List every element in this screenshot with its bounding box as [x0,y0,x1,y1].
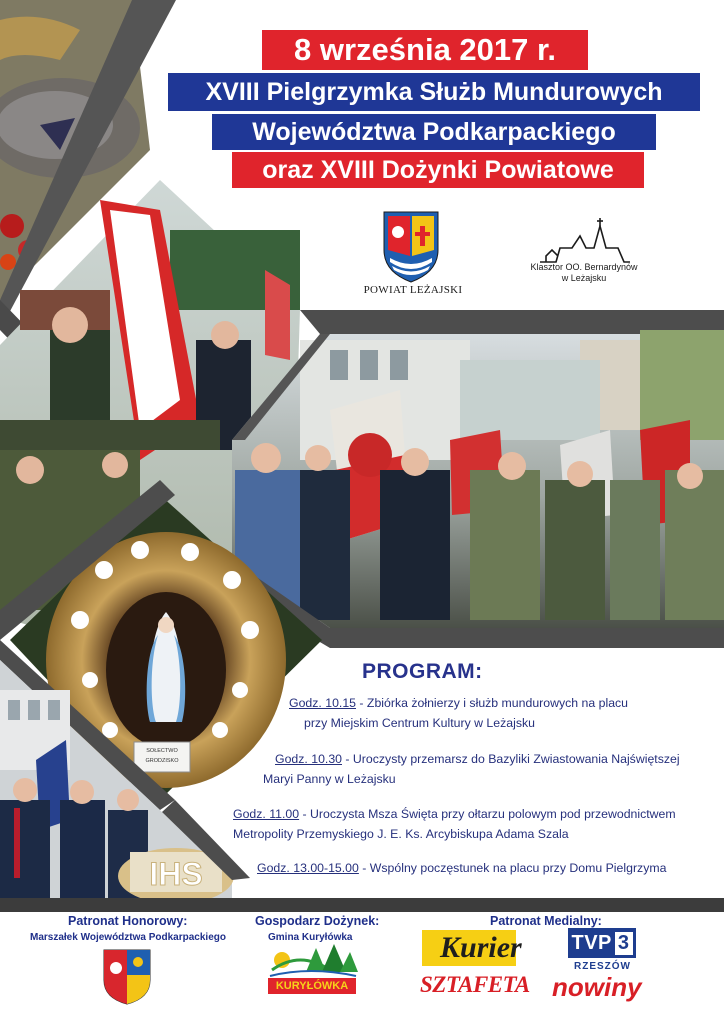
wojewodztwo-coat-of-arms [104,950,150,1004]
event-date: 8 września 2017 r. [294,32,556,67]
parade-photo [232,330,724,628]
title-banner-line-1 [168,73,700,111]
tvp3-logo [568,928,636,958]
kurylowka-logo-text: KURYŁÓWKA [268,978,356,994]
program-item-3 [233,804,676,824]
program-item-2-time: Godz. 10.30 [275,752,342,766]
title-line-2: Województwa Podkarpackiego [252,117,616,146]
program-item-3-cont: Metropolity Przemyskiego J. E. Ks. Arcybiskupa Adama Szala [233,827,569,841]
program-item-1 [289,693,628,713]
powiat-caption: POWIAT LEŻAJSKI [363,284,463,296]
wreath-sign-text: SOŁECTWO [146,748,178,754]
title-banner-line-2 [212,114,656,150]
klasztor-caption-line-1: Klasztor OO. Bernardynów [530,262,638,272]
powiat-logo [352,208,474,300]
harvest-host-label: Gospodarz Dożynek: [255,914,380,928]
title-line-3: oraz XVIII Dożynki Powiatowe [262,155,614,184]
program-item-2 [275,749,680,769]
program-title: PROGRAM: [362,660,483,683]
program-item-3-time: Godz. 11.00 [233,807,300,821]
media-patron-label: Patronat Medialny: [490,914,602,928]
tvp3-rzeszow-text: RZESZÓW [574,961,631,972]
program-item-4-text: - Wspólny poczęstunek na placu przy Domu Pielgrzyma [358,861,667,875]
program-item-3-text: - Uroczysta Msza Święta przy ołtarzu polowym pod przewodnictwem [299,807,676,821]
program-item-4-time: Godz. 13.00-15.00 [257,861,359,875]
program-item-2-text: - Uroczysty przemarsz do Bazyliki Zwiastowania Najświętszej [342,752,680,766]
kurier-logo [422,930,522,966]
harvest-host-name: Gmina Kuryłówka [268,932,353,943]
footer-divider [0,898,724,912]
program-item-2-cont: Maryi Panny w Leżajsku [263,772,396,786]
klasztor-caption [522,262,646,284]
ihs-monogram: IHS [149,856,203,892]
program-item-1-text: - Zbiórka żołnierzy i służb mundurowych na placu [356,696,629,710]
title-line-1: XVIII Pielgrzymka Służb Mundurowych [205,77,663,106]
program-item-4 [257,858,666,878]
tvp-text: TVP [571,931,612,954]
honorary-patron-name: Marszałek Województwa Podkarpackiego [30,932,226,943]
event-date-banner [262,30,588,70]
wreath-sign-text-2: GRODZISKO [145,758,179,764]
klasztor-caption-line-2: w Leżajsku [561,273,607,283]
honorary-patron-label: Patronat Honorowy: [68,914,188,928]
program-item-1-time: Godz. 10.15 [289,696,356,710]
kurylowka-logo [270,944,358,976]
program-item-1-cont: przy Miejskim Centrum Kultury w Leżajsku [304,716,535,730]
klasztor-logo-block [522,222,646,292]
nowiny-logo: nowiny [552,972,642,1002]
sztafeta-logo: SZTAFETA [420,972,530,997]
title-banner-line-3 [232,152,644,188]
kurier-logo-text: Kurier [440,931,522,964]
tvp-number: 3 [615,932,633,955]
